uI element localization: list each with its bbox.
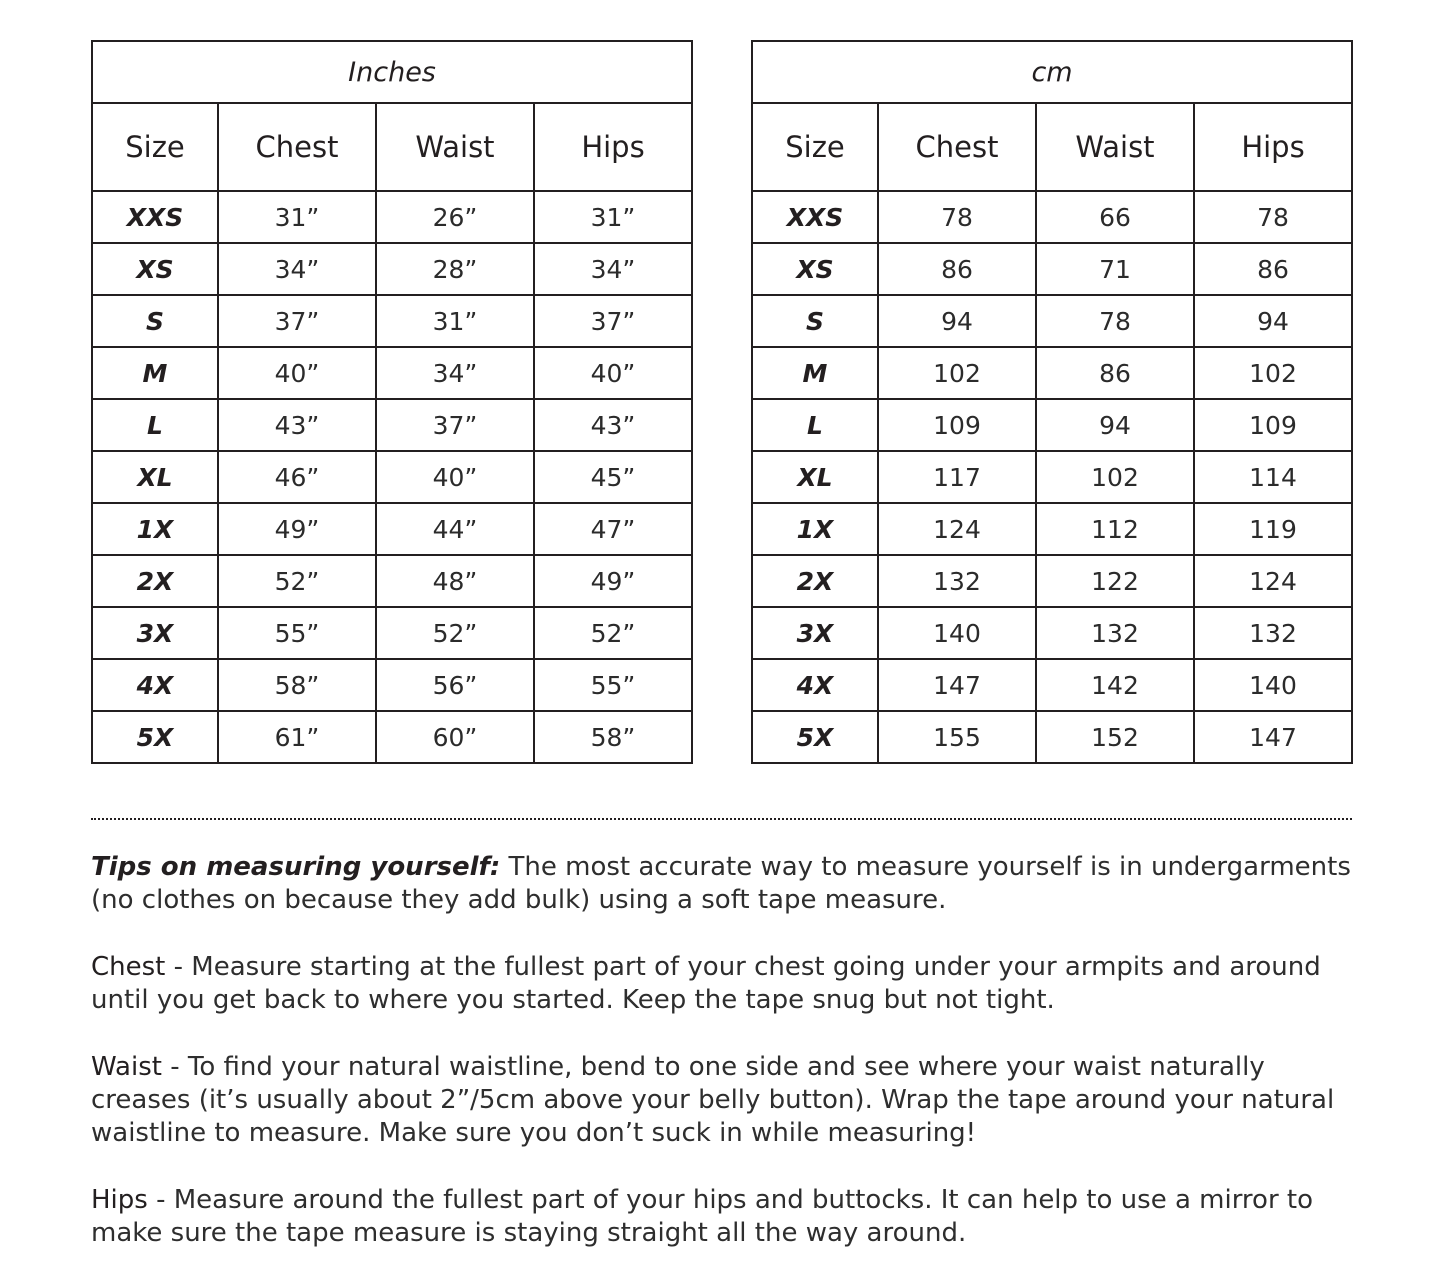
cell-waist: 102: [1036, 451, 1194, 503]
table-row: [92, 607, 692, 659]
tips-label: Tips on measuring yourself:: [91, 852, 501, 882]
measuring-notes: [91, 851, 1366, 1284]
cm-size-table: [751, 40, 1353, 764]
cell-size: L: [752, 399, 878, 451]
cell-waist: 66: [1036, 191, 1194, 243]
cell-hips: 132: [1194, 607, 1352, 659]
cell-size: XXS: [752, 191, 878, 243]
waist-paragraph: [91, 1051, 1366, 1150]
cell-chest: 124: [878, 503, 1036, 555]
cell-hips: 45”: [534, 451, 692, 503]
cell-chest: 109: [878, 399, 1036, 451]
cell-waist: 142: [1036, 659, 1194, 711]
table-row: [92, 503, 692, 555]
cell-hips: 124: [1194, 555, 1352, 607]
cell-hips: 86: [1194, 243, 1352, 295]
cell-waist: 31”: [376, 295, 534, 347]
cell-hips: 140: [1194, 659, 1352, 711]
cell-waist: 152: [1036, 711, 1194, 763]
table-row: [92, 659, 692, 711]
table-row: [752, 451, 1352, 503]
cell-size: S: [752, 295, 878, 347]
cell-chest: 155: [878, 711, 1036, 763]
chest-paragraph: [91, 951, 1366, 1017]
cell-hips: 102: [1194, 347, 1352, 399]
cell-size: 1X: [92, 503, 218, 555]
table-row: [752, 243, 1352, 295]
cell-chest: 102: [878, 347, 1036, 399]
cell-waist: 56”: [376, 659, 534, 711]
cell-hips: 34”: [534, 243, 692, 295]
table-row: [752, 555, 1352, 607]
cell-hips: 114: [1194, 451, 1352, 503]
cell-size: S: [92, 295, 218, 347]
cell-size: 3X: [752, 607, 878, 659]
cell-waist: 132: [1036, 607, 1194, 659]
column-header-size: Size: [752, 103, 878, 191]
hips-label: Hips: [91, 1185, 148, 1215]
cell-chest: 140: [878, 607, 1036, 659]
table-row: [92, 451, 692, 503]
cell-chest: 52”: [218, 555, 376, 607]
dotted-divider: [91, 818, 1352, 820]
cell-waist: 112: [1036, 503, 1194, 555]
table-row: [752, 659, 1352, 711]
cell-waist: 44”: [376, 503, 534, 555]
cell-chest: 37”: [218, 295, 376, 347]
cell-size: 4X: [752, 659, 878, 711]
cell-hips: 94: [1194, 295, 1352, 347]
cell-chest: 94: [878, 295, 1036, 347]
cell-size: XS: [92, 243, 218, 295]
column-header-size: Size: [92, 103, 218, 191]
column-header-hips: Hips: [1194, 103, 1352, 191]
cell-chest: 55”: [218, 607, 376, 659]
inches-size-table: [91, 40, 693, 764]
cell-chest: 49”: [218, 503, 376, 555]
hips-text: - Measure around the fullest part of your hips and buttocks. It can help to use a mirror to make sure the tape measure is staying straight all the way around.: [91, 1185, 1314, 1248]
column-header-waist: Waist: [376, 103, 534, 191]
waist-label: Waist: [91, 1052, 162, 1082]
cell-chest: 132: [878, 555, 1036, 607]
cell-size: M: [752, 347, 878, 399]
cell-hips: 37”: [534, 295, 692, 347]
cell-hips: 55”: [534, 659, 692, 711]
cell-waist: 52”: [376, 607, 534, 659]
cell-chest: 43”: [218, 399, 376, 451]
column-header-chest: Chest: [218, 103, 376, 191]
cell-waist: 78: [1036, 295, 1194, 347]
table-row: [752, 711, 1352, 763]
table-row: [92, 555, 692, 607]
table-unit-title: cm: [752, 41, 1352, 103]
cell-size: XL: [92, 451, 218, 503]
cell-chest: 61”: [218, 711, 376, 763]
cell-hips: 78: [1194, 191, 1352, 243]
table-row: [92, 399, 692, 451]
cell-size: L: [92, 399, 218, 451]
cell-chest: 117: [878, 451, 1036, 503]
cell-size: XL: [752, 451, 878, 503]
hips-paragraph: [91, 1184, 1366, 1250]
cell-chest: 46”: [218, 451, 376, 503]
cell-waist: 48”: [376, 555, 534, 607]
cell-chest: 40”: [218, 347, 376, 399]
cell-size: 1X: [752, 503, 878, 555]
table-row: [752, 347, 1352, 399]
cell-size: XS: [752, 243, 878, 295]
cell-chest: 86: [878, 243, 1036, 295]
cell-waist: 26”: [376, 191, 534, 243]
cell-hips: 40”: [534, 347, 692, 399]
cell-hips: 119: [1194, 503, 1352, 555]
chest-text: - Measure starting at the fullest part of your chest going under your armpits and around until you get back to where you started. Keep the tape snug but not tight.: [91, 952, 1321, 1015]
cell-waist: 94: [1036, 399, 1194, 451]
cell-chest: 34”: [218, 243, 376, 295]
cell-waist: 60”: [376, 711, 534, 763]
cell-chest: 147: [878, 659, 1036, 711]
table-row: [92, 347, 692, 399]
cell-hips: 47”: [534, 503, 692, 555]
cell-waist: 122: [1036, 555, 1194, 607]
table-row: [92, 191, 692, 243]
cell-chest: 31”: [218, 191, 376, 243]
table-row: [752, 607, 1352, 659]
cell-size: XXS: [92, 191, 218, 243]
cell-chest: 58”: [218, 659, 376, 711]
cell-hips: 109: [1194, 399, 1352, 451]
cell-hips: 43”: [534, 399, 692, 451]
table-row: [92, 711, 692, 763]
cell-hips: 52”: [534, 607, 692, 659]
tips-paragraph: [91, 851, 1366, 917]
cell-hips: 31”: [534, 191, 692, 243]
cell-size: 2X: [752, 555, 878, 607]
waist-text: - To find your natural waistline, bend to one side and see where your waist naturally creases (it’s usually about 2”/5cm above your belly button). Wrap the tape around your natural waistline to measure. Make sure you don’t suck in while measuring!: [91, 1052, 1335, 1148]
cell-waist: 34”: [376, 347, 534, 399]
cell-size: 5X: [752, 711, 878, 763]
cell-hips: 147: [1194, 711, 1352, 763]
cell-waist: 28”: [376, 243, 534, 295]
cell-chest: 78: [878, 191, 1036, 243]
cell-size: 4X: [92, 659, 218, 711]
column-header-hips: Hips: [534, 103, 692, 191]
table-row: [92, 243, 692, 295]
table-row: [92, 295, 692, 347]
cell-waist: 40”: [376, 451, 534, 503]
cell-hips: 49”: [534, 555, 692, 607]
cell-size: 3X: [92, 607, 218, 659]
cell-waist: 86: [1036, 347, 1194, 399]
table-row: [752, 191, 1352, 243]
tips-text: The most accurate way to measure yourself is in undergarments (no clothes on because they add bulk) using a soft tape measure.: [91, 852, 1351, 915]
table-row: [752, 295, 1352, 347]
table-unit-title: Inches: [92, 41, 692, 103]
cell-size: 2X: [92, 555, 218, 607]
chest-label: Chest: [91, 952, 166, 982]
column-header-chest: Chest: [878, 103, 1036, 191]
column-header-waist: Waist: [1036, 103, 1194, 191]
cell-size: 5X: [92, 711, 218, 763]
table-row: [752, 503, 1352, 555]
cell-waist: 71: [1036, 243, 1194, 295]
table-row: [752, 399, 1352, 451]
cell-waist: 37”: [376, 399, 534, 451]
cell-hips: 58”: [534, 711, 692, 763]
cell-size: M: [92, 347, 218, 399]
